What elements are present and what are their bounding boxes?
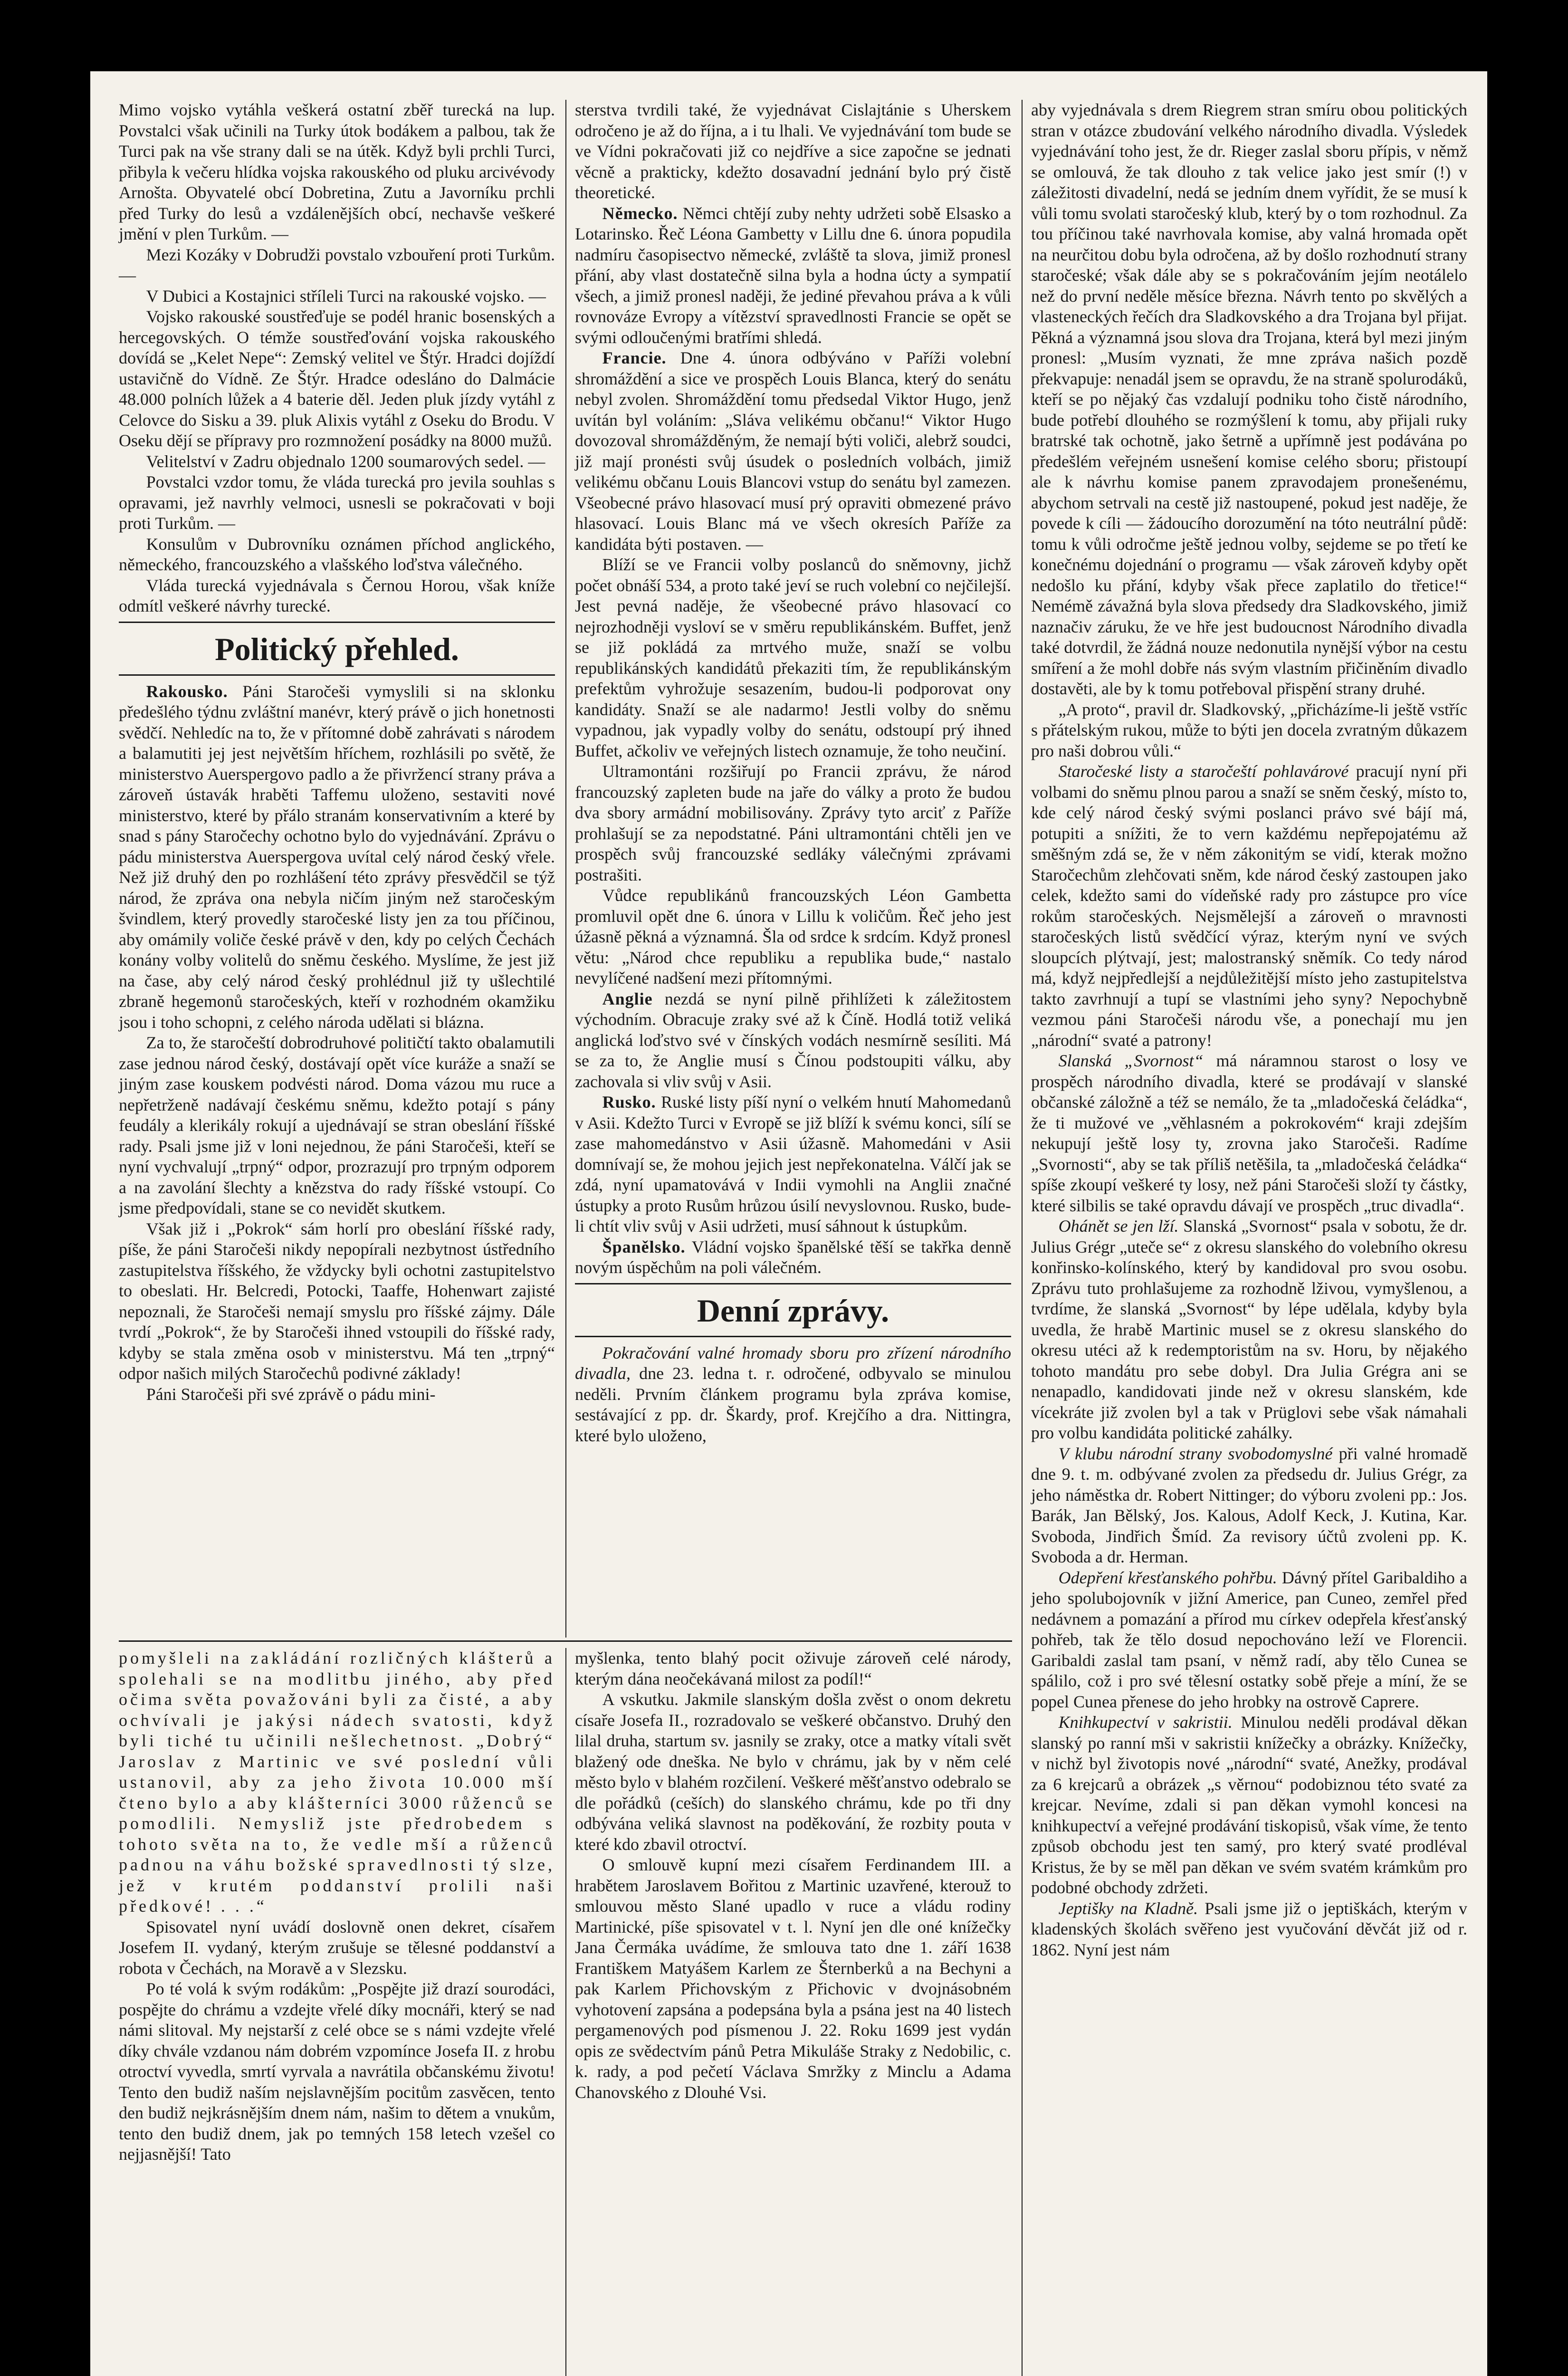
paragraph-text: Mezi Kozáky v Dobrudži povstalo vzbouření proti Turkům. — — [119, 245, 555, 285]
paragraph — [575, 555, 1011, 761]
political-overview-continued — [575, 100, 1011, 1278]
paragraph-text: Však již i „Pokrok“ sám horlí pro obeslání říšské rady, píše, že páni Staročeši nikdy nepopírali nezbytnost ústředního zastupitelstva říšského, že vždycky byli ochotni zastupitelstvo to obeslati. Hr. Belcredi, Potocki, Taaffe, Hohenwart zajisté nepoznali, že Staročeši nemají smyslu pro říšské zájmy. Dále tvrdí „Pokrok“, že by Staročeši ihned vstoupili do říšské rady, kdyby se stala změna osob v ministerstvu. Má ten „trpný“ odpor našich milých Staročechů podivné základy! — [119, 1219, 555, 1383]
column-2 — [575, 100, 1011, 1446]
daily-news-continued — [1031, 100, 1467, 1960]
paragraph — [119, 307, 555, 451]
daily-news — [575, 1343, 1011, 1447]
paragraph-text: při valné hromadě dne 9. t. m. odbývané zvolen za předsedu dr. Julius Grégr, za jeho náměstka dr. Robert Nittinger; do výboru zvoleni pp.: Jos. Barák, Jan Bělský, Jos. Kalous, Adolf Keck, J. Kutina, Kar. Svoboda, Jindřich Šmíd. Za revisory účtů zvoleni pp. K. Svoboda a dr. Herman. — [1031, 1444, 1467, 1566]
paragraph-lead: Rakousko. — [146, 681, 228, 701]
paragraph-text: Minulou neděli prodával děkan slanský po ranní mši v sakristii knížečky a obrázky. Knížečky, v nichž byl životopis nové „národní“ svaté, Anežky, prodával za 6 krejcarů a obrázek „s věrnou“ podobiznou této svaté za krejcar. Nevíme, zdali si pan děkan vymohl koncesi na knihkupectví a veřejné prodávání tiskopisů, však víme, že tento způsob obchodu jest ten samý, pro který svaté prodléval Kristus, že by se měl pan děkan ve svém svatém krámkům pro podobné obchody zdržeti. — [1031, 1713, 1467, 1897]
column-rule — [1022, 100, 1023, 2376]
paragraph — [575, 1092, 1011, 1237]
paragraph-text: V Dubici a Kostajnici stříleli Turci na rakouské vojsko. — — [146, 286, 546, 306]
paragraph-text: O smlouvě kupní mezi císařem Ferdinandem III. a hrabětem Jaroslavem Bořitou z Martinic uzavřené, kterouž to smlouvou město Slané upadlo v ruce a vládu rodiny Martinické, píše spisovatel v t. l. Nyní jen dle oné knížečky Jana Čermáka uvádíme, že smlouva tato dne 1. září 1638 Františkem Matyášem Karlem ze Šternberků a na Bechyni a pak Karlem Přichovským z Přichovic v dvojnásobném vyhotovení zapsána a podepsána byla a psána jest na 40 listech pergamenových pod písmenou J. 22. Roku 1699 jest vydán opis ze svědectvím pánů Petra Mikuláše Straky z Nedobilic, c. k. rady, a pod pečetí Václava Smržky z Minclu a Adama Chanovského z Dlouhé Vsi. — [575, 1855, 1011, 2102]
column-rule — [565, 100, 566, 1638]
paragraph — [1031, 1898, 1467, 1961]
paragraph-text: Ruské listy píší nyní o velkém hnutí Mahomedanů v Asii. Kdežto Turci v Evropě se již blíží k svému konci, sílí se zase mahomedánstvo v Asii úžasně. Mahomedáni v Asii domnívají se, že mohou jejich jest nepřekonatelna. Válčí jak se zdá, nyní upamatovává v Indii vymohli na Anglii značné ústupky a proto Rusům hrůzou úsilí nevyslovnou. Rusko, bude-li chtít vliv svůj v Asii udržeti, musí sáhnout k ústupkům. — [575, 1092, 1011, 1236]
paragraph-text: Blíží se ve Francii volby poslanců do sněmovny, jichž počet obnáší 534, a proto také jeví se ruch volební co nejčilejší. Jest pevná naděje, že všeobecné právo hlasovací co nejrozhodněji vysloví se v směru republikánském. Buffet, jenž se již pokládá za mrtvého muže, snaží se volbu republikánských kandidátů překaziti tím, že republikánským prefektům vyhrožuje sesazením, budou-li podporovat ony kandidáty. Snaží se ale nadarmo! Jestli volby do sněmu vypadnou, jak vypadly volby do senátu, odstoupí prý ihned Buffet, ačkoliv ve veřejných listech oznamuje, že toho neučiní. — [575, 555, 1011, 760]
paragraph — [1031, 1051, 1467, 1216]
paragraph-heading: Ohánět se jen lží. — [1058, 1217, 1179, 1236]
paragraph — [1031, 1568, 1467, 1713]
paragraph — [119, 472, 555, 534]
paragraph-heading: Jeptišky na Kladně. — [1058, 1898, 1198, 1918]
paragraph-text: nezdá se nyní pilně přihlížeti k záležitostem východním. Obracuje zraky své až k Číně. Hodlá totiž veliká anglická loďstvo své v čínských vodách nesmírně sesíliti. Má se za to, že Anglie musí s Čínou podstoupiti válku, aby zachovala si vliv svůj v Asii. — [575, 989, 1011, 1091]
paragraph-text: Psali jsme již o jeptiškách, kterým v kladenských školách svěřeno jest vyučování děvčát již od r. 1862. Nyní jest nám — [1031, 1898, 1467, 1959]
section-divider — [575, 1336, 1011, 1337]
paragraph-text: Konsulům v Dubrovníku oznámen příchod anglického, německého, francouzského a vlašského loďstva válečného. — [119, 534, 555, 574]
paragraph-lead: Anglie — [602, 989, 653, 1008]
section-title-daily: Denní zprávy. — [697, 1292, 889, 1329]
paragraph-text: pomyšleli na zakládání rozličných klášterů a spolehali se na modlitbu jiného, aby před očima světa považováni byli za čisté, a aby ochvívali je jakýsi nádech svatosti, když byli tiché tu učinili nešlechetnost. „Dobrý“ Jaroslav z Martinic ve své poslední vůli ustanovil, aby za jeho života 10.000 mší čteno bylo a aby klášterníci 3000 růženců se pomodlili. Nemysliž jste předrobedem s tohoto světa na to, že vedle mší a růženců padnou na váhu božské spravedlnosti tý slze, jež v krutém poddanství prolili naši předkové! . . .“ — [119, 1648, 555, 1916]
paragraph-text: pracují nyní při volbami do sněmu plnou parou a snaží se sněm český, místo to, kde celý národ český svými poslanci právo své bájí má, potupiti a snížiti, že to vern každému nepřepojatému až směšným zdá se, že v něm zákonitým se vidí, kterak možno Staročechům zlehčovati sněm, kde národ český zastoupen jako celek, kdežto sami do vídeňské rady pro zástupce pro více rokům staročeských. Nejsmělejší a zároveň o mravnosti staročeských listů svědčící výraz, kterým nyní ve svých sloupcích plýtvají, jest; malostranský sněmík. Co tedy národ má, když nejpředlejší a nejdůležitější místo jeho zastupitelstva takto zavrhnují a tupí se vlastními jeho syny? Nepochybně vezmou páni Staročeši národu vše, a ponechají mu jen „národní“ svaté a patrony! — [1031, 762, 1467, 1050]
paragraph-text: Povstalci vzdor tomu, že vláda turecká pro jevila souhlas s opravami, jež navrhly velmoci, usnesli se pokračovati v boji proti Turkům. — — [119, 472, 555, 533]
section-title-political: Politický přehled. — [215, 631, 459, 667]
paragraph — [119, 1033, 555, 1219]
paragraph-text: Mimo vojsko vytáhla veškerá ostatní zběř turecká na lup. Povstalci však učinili na Turky útok bodákem a palbou, tak že Turci pak na vše strany dali se na útěk. Když byli prchli Turci, přibyla k večeru hlídka vojska rakouského od pluku arcivévody Arnošta. Obyvatelé obcí Dobretina, Zutu a Javorníku prchli před Turky do lesů a vzdálenějších obcí, nechavše veškeré jmění v plen Turkům. — — [119, 100, 555, 243]
paragraph-text: má náramnou starost o losy ve prospěch národního divadla, které se prodávají v slanské občanské záložně a též se nemálo, že ta „mladočeská čeládka“, že ti mužové ve „věhlasném a pokrokovém“ kraji zdejším nekupují ještě losy ty, zrovna jako Staročeši. Radíme „Svornosti“, aby se tak příliš netěšila, ta „mladočeská čeládka“ spíše zkoupí veškeré ty losy, než páni Staročeši složí ty částky, které silbilis se také opravdu dávají ve prospěch „truc divadla“. — [1031, 1051, 1467, 1215]
paragraph — [575, 1237, 1011, 1278]
paragraph-text: Slanská „Svornost“ psala v sobotu, že dr. Julius Grégr „uteče se“ z okresu slanského do volebního okresu konřinsko-kolínského, který by kandidoval pro svou osobu. Zprávu tuto prohlašujeme za rozhodně lživou, vymyšlenou, a tvrdíme, že slanská „Svornost“ by lépe udělala, kdyby byla uvedla, že hrabě Martinic musel se z okresu slanského do okresu utéci až k redemptoristům na sv. Horu, by nějakého tohoto mandátu pro sebe dobyl. Dra Julia Grégra ani se nenapadlo, kandidovati jinde než v okresu slanském, kde vícekráte již zvolen byl a tak v Prüglovi sebe však námahali pro volbu kandidáta politické zahálky. — [1031, 1217, 1467, 1442]
paragraph-lead: Španělsko. — [602, 1237, 686, 1256]
paragraph-text: Páni Staročeši vymyslili si na sklonku předešlého týdnu zvláštní manévr, který právě o jich honetnosti svědčí. Nehledíc na to, že v přítomné době zahrávati s národem a balamutiti jej jest největším hříchem, rozhlásili po světě, že ministerstvo Auerspergovo padlo a že přivržencí strany práva a zároveň ústavák hraběti Taffemu uloženo, sestaviti nové ministerstvo, které by přálo stranám konservativním a které by snad s pány Staročechy ochotno bylo do vyjednávání. Zprávu o pádu ministerstva Auerspergova uvítal celý národ český vřele. Než již druhý den po rozhlášení této zprávy přesvědčil se týž národ, že zpráva ona nebyla ničím jiným než staročeským švindlem, který provedly staročeské listy jen za tou příčinou, aby omámily voliče české právě v den, kdy po celých Čechách konány volby volitelů do sněmu českého. Myslíme, že jest již na čase, aby celý národ český prohlédnul již ty ušlechtilé zbraně hegemonů staročeských, kteří v rozhodném okamžiku jsou i toho schopni, z celého národa udělati si blázna. — [119, 681, 555, 1032]
paragraph — [1031, 1712, 1467, 1898]
paragraph-text: Dávný přítel Garibaldiho a jeho spolubojovník v jižní Americe, pan Cuneo, zemřel před nedávnem a pomazání a přírod mu církev odepřela křesťanský pohřeb, tak že tělo dosud nepochováno leží ve Florencii. Garibaldi zaslal tam psaní, v němž radí, aby tělo Cunea se spálilo, což i pro své tělesní ostatky sobě přeje a míní, že se popel Cunea přenese do jeho hrobky na ostrově Caprere. — [1031, 1568, 1467, 1711]
paragraph-text: Vojsko rakouské soustřeďuje se podél hranic bosenských a hercegovských. O témže soustřeďování vojska rakouského dovídá se „Kelet Nepe“: Zemský velitel ve Štýr. Hradci dojíždí ustavičně do Vídně. Ze Štýr. Hradce odesláno do Dalmácie 48.000 polních lůžek a 4 baterie děl. Jeden pluk jízdy vytáhl z Celovce do Sisku a 39. pluk Alixis vytáhl z Oseku do Brodu. V Oseku dějí se přípravy pro rozmnožení posádky na 8000 mužů. — [119, 307, 555, 450]
paragraph — [119, 1384, 555, 1405]
paragraph-heading: Staročeské listy a staročeští pohlavárové — [1058, 762, 1349, 781]
paragraph-text: A vskutku. Jakmile slanským došla zvěst o onom dekretu císaře Josefa II., rozradovalo se veškeré občanstvo. Druhý den lilal druha, startum sv. jasnily se zraky, otce a matky vítali svět blažený ode dneška. Ne bylo v chrámu, jak by v něm celé město bylo v blahém rozčilení. Veškeré měšťanstvo odebralo se dle pořádků (ceších) do slanského chrámu, kde po tři dny odbývána veliká slavnost na poděkování, že rozbity pouta v které kdo zbavil otroctví. — [575, 1690, 1011, 1854]
feuilleton-column-2 — [575, 1648, 1011, 2103]
paragraph-heading: Knihkupectví v sakristii. — [1058, 1713, 1233, 1732]
paragraph — [119, 1648, 555, 1917]
paragraph — [119, 1979, 555, 2165]
paragraph-text: Páni Staročeši při své zprávě o pádu mini- — [146, 1384, 436, 1404]
paragraph-heading: Pokračování valné hromady sboru pro zřízení národního divadla, — [575, 1343, 1011, 1383]
war-news — [119, 100, 555, 617]
paragraph — [575, 989, 1011, 1092]
paragraph — [575, 761, 1011, 885]
column-rule — [565, 1648, 566, 2376]
paragraph-lead: Německo. — [602, 203, 678, 223]
feuilleton-divider — [119, 1640, 1012, 1642]
paragraph — [119, 681, 555, 1033]
paragraph — [119, 534, 555, 575]
paragraph — [575, 203, 1011, 348]
newspaper-page — [90, 71, 1487, 2376]
paragraph-text: Dne 4. února odbýváno v Paříži volební shromáždění a sice ve prospěch Louis Blanca, který do senátu nebyl zvolen. Shromáždění tomu předsedal Viktor Hugo, jenž uvítán byl voláním: „Sláva velikému občanu!“ Viktor Hugo dovozoval shromážděným, že nemají býti voliči, alebrž soudci, již mají pronésti svůj úsudek o posledních volbách, jimiž velikému občanu Louis Blancovi vstup do senátu byl zamezen. Všeobecné právo hlasovací musí prý opraviti obmezené právo hlasovací. Louis Blanc má ve všech okresích Paříže za kandidáta býti postaven. — — [575, 348, 1011, 554]
paragraph — [119, 245, 555, 286]
paragraph-text: Ultramontáni rozšiřují po Francii zprávu, že národ francouzský zapleten bude na jaře do války a proto že budou dva sbory armádní mobilisovány. Zprávy tyto arciť z Paříže prohlašují se za nepodstatné. Páni ultramontáni chtěli jen ve prospěch svůj francouzské sedláky válečnými zprávami postrašiti. — [575, 762, 1011, 884]
column-3 — [1031, 100, 1467, 1960]
paragraph-text: Vláda turecká vyjednávala s Černou Horou, však kníže odmítl veškeré návrhy turecké. — [119, 575, 555, 615]
paragraph — [1031, 1444, 1467, 1568]
paragraph — [575, 1689, 1011, 1855]
paragraph — [119, 1219, 555, 1384]
paragraph — [1031, 100, 1467, 699]
paragraph-text: aby vyjednávala s drem Riegrem stran smíru obou politických stran v otázce zbudování velkého národního divadla. Výsledek vyjednávání toho jest, že dr. Rieger zaslal sboru přípis, v němž se omlouvá, že tak dlouho z tak velice jako jest smír (!) v záležitosti divadelní, nedá se jedním dnem vyřídit, že se musí k vůli tomu svolati staročeský klub, který by o tom rozhodnul. Za tou příčinou také navrhovala komise, aby valná hromada opět na neurčitou dobu byla odročena, až by došlo rozhodnutí strany staročeské; však dále aby se s pokračováním jejím neotálelo než do první neděle měsíce března. Návrh tento po skvělých a vlasteneckých řečích dra Sladkovského a dra Trojana byl přijat. Pěkná a významná jsou slova dra Trojana, která byl mezi jiným pronesl: „Musím vyznati, že mne zpráva našich pozdě překvapuje: nenadál jsem se opravdu, že na straně spolurodáků, kteří se po nějaký čas vzdalují podniku toho čistě národního, bude potřebí dlouhého se rozmýšlení k tomu, aby přijali ruky bratrské tak ochotně, jako šetrně a upřímně jest podávána po předešlém veřejném usnešení komise celého sboru; přistoupí ale k návrhu komise panem zpravodajem pronešenému, abychom setrvali na cestě již nastoupené, pokud jest naděje, že povede k cíli — žádoucího dorozumění na tóto neutrální půdě: tomu k vůli odročme ještě jednou volby, sejdeme se po třetí ke konečnému dojednání o programu — však zároveň kdyby opět nedošlo ku přání, kdyby však přece zaplatilo do třetice!“ Nemémě závažná byla slova předsedy dra Sladkovského, jimiž naznačiv záruku, že ve hře jest budoucnost Národního divadla také dotvrdil, že žádná nouze nedonutila nynější výbor na cestu smíření a že mohl dobře nás svým vlastním přičiněním divadlo dostavěti, ale by k tomu potřeboval přispění strany druhé. — [1031, 100, 1467, 698]
section-divider — [575, 1283, 1011, 1284]
paragraph-heading: Slanská „Svornost“ — [1058, 1051, 1204, 1070]
paragraph-heading: V klubu národní strany svobodomyslné — [1058, 1444, 1333, 1463]
paragraph-heading: Odepření křesťanského pohřbu. — [1058, 1568, 1277, 1587]
section-divider — [119, 622, 555, 623]
paragraph-text: Za to, že staročeští dobrodruhové političtí takto obalamutili zase jednou národ český, dostávají opět více kuráže a snaží se jiným zase kouskem podvésti národ. Doma vázou mu ruce a nepřetrženě nadávají českému sněmu, kdežto potají s pány feudály a klerikály rokují a ujednávají se stran obeslání říšské rady. Psali jsme již v loni nejednou, že páni Staročeši, kteří se nyní vychvalují „trpný“ odpor, prozrazují pro trpným odporem a na zavolání šlechty a knězstva do rady říšské vstoupí. Co jsme předpovídali, stane se co nevidět skutkem. — [119, 1033, 555, 1217]
column-1 — [119, 100, 555, 1405]
paragraph — [575, 1343, 1011, 1447]
paragraph — [119, 286, 555, 307]
feuilleton-column-1 — [119, 1648, 555, 2165]
paragraph-lead: Rusko. — [602, 1092, 656, 1111]
paragraph-text: Velitelství v Zadru objednalo 1200 soumarových sedel. — — [146, 451, 545, 471]
section-divider — [119, 674, 555, 676]
political-overview — [119, 681, 555, 1405]
paragraph — [575, 348, 1011, 555]
paragraph — [119, 451, 555, 472]
paragraph — [1031, 761, 1467, 1051]
paragraph-text: Vůdce republikánů francouzských Léon Gambetta promluvil opět dne 6. února v Lillu k voličům. Řeč jeho jest úžasně pěkná a významná. Šla od srdce k srdcím. Když pronesl větu: „Národ chce republiku a republika bude,“ nastalo nevylíčené nadšení mezi přítomnými. — [575, 886, 1011, 987]
paragraph — [1031, 699, 1467, 762]
paragraph-text: dne 23. ledna t. r. odročené, odbyvalo se minulou neděli. Prvním článkem programu byla zpráva komise, sestávající z pp. dr. Škardy, prof. Krejčího a dra. Nittingra, které bylo uloženo, — [575, 1364, 1011, 1445]
paragraph-text: myšlenka, tento blahý pocit oživuje zároveň celé národy, kterým dána neočekávaná milost za podíl!“ — [575, 1648, 1011, 1688]
paragraph-text: sterstva tvrdili také, že vyjednávat Cislajtánie s Uherskem odročeno je až do října, a i tu lhali. Ve vyjednávání tom bude se ve Vídni pokračovati již co nejdříve a sice započne se jednati věcně a prakticky, kdežto dosavadní jednání bylo prý čistě theoretické. — [575, 100, 1011, 202]
paragraph-text: Po té volá k svým rodákům: „Pospějte již drazí sourodáci, pospějte do chrámu a vzdejte vřelé díky mocnáři, který se nad námi slitoval. My nejstarší z celé obce se s námi vzdejte vřelé díky chvále vzdanou nám dobrém vzpomínce Josefa II. z hrobu otroctví vyvedla, smrtí vyrvala a navrátila občanskému životu! Tento den budiž naším nejslavnějším pocitům zasvěcen, tento den budiž nejkrásnějším dnem nám, našim to dětem a vnukům, tento den budiž dnem, jak po temných 158 letech vzešel co nejjasnější! Tato — [119, 1979, 555, 2164]
paragraph-text: „A proto“, pravil dr. Sladkovský, „přicházíme-li ještě vstříc s přátelským rukou, může to býti jen docela zvratným důkazem pro naši dobrou vůli.“ — [1031, 699, 1467, 760]
paragraph-text: Spisovatel nyní uvádí doslovně onen dekret, císařem Josefem II. vydaný, kterým zrušuje se tělesné poddanství a robota v Čechách, na Moravě a v Slezsku. — [119, 1917, 555, 1978]
paragraph — [575, 1855, 1011, 2103]
paragraph — [575, 1648, 1011, 1689]
paragraph-text: Němci chtějí zuby nehty udržeti sobě Elsasko a Lotarinsko. Řeč Léona Gambetty v Lillu dne 6. února popudila nadmíru časopisectvo německé, zvláště ta slova, jimiž pronesl přání, aby vlast dostatečně silna byla a hodna úcty a sympatií všech, a jimiž pronesl naději, že jediné převahou práva a k vůli rovnováze Evropy a vítězství spravedlnosti Francie se opět se svými odloučenými bratřími shledá. — [575, 203, 1011, 347]
paragraph-lead: Francie. — [602, 348, 667, 367]
paragraph — [575, 885, 1011, 989]
paragraph — [119, 100, 555, 245]
paragraph — [119, 1917, 555, 1979]
paragraph-text: Vládní vojsko španělské těší se takřka denně novým úspěchům na poli válečném. — [575, 1237, 1011, 1277]
paragraph — [575, 100, 1011, 203]
page-mark — [1297, 71, 1311, 100]
paragraph — [119, 575, 555, 617]
paragraph — [1031, 1216, 1467, 1444]
